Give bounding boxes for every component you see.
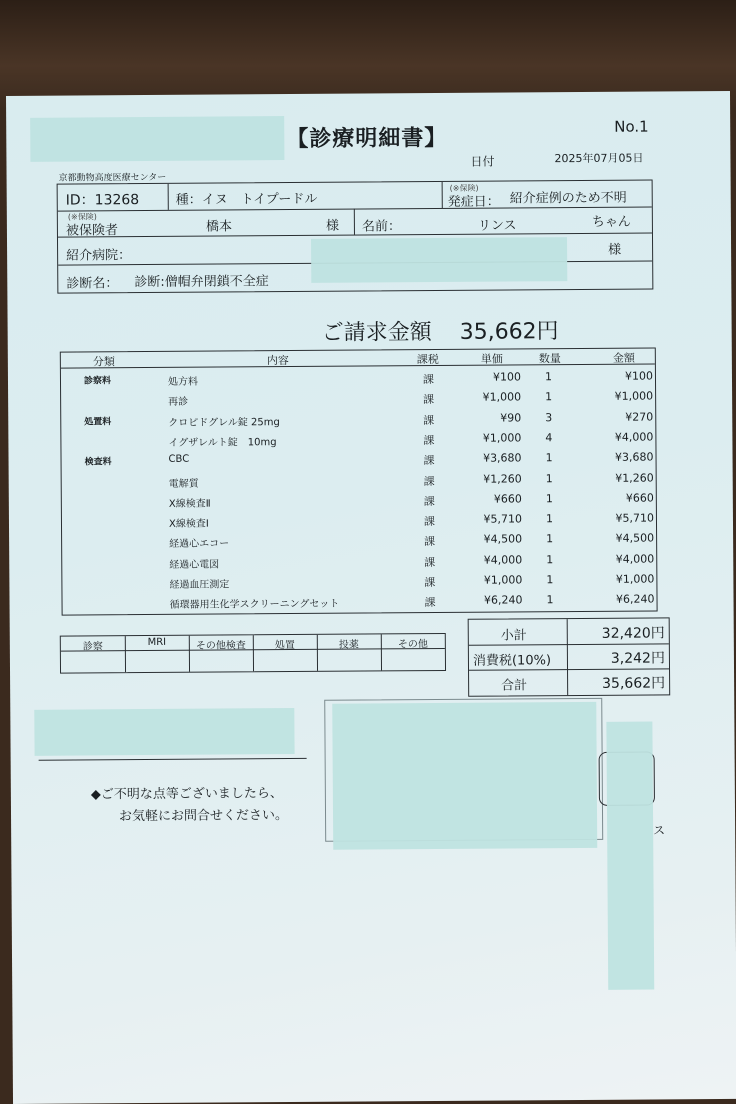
row-unit-price: ¥660 xyxy=(493,492,522,506)
row-item: 電解質 xyxy=(168,478,199,490)
row-tax: 課 xyxy=(422,373,435,387)
breakdown-exam: 診察 xyxy=(82,641,103,653)
row-category: 処置料 xyxy=(84,416,112,428)
stamp-fragment: ス xyxy=(653,823,666,838)
row-item: 循環器用生化学スクリーニングセット xyxy=(169,598,340,612)
insured-suffix: 様 xyxy=(325,218,339,234)
redacted-clinic-info xyxy=(332,702,597,850)
redacted-referral-hospital xyxy=(311,237,567,283)
row-quantity: 1 xyxy=(546,593,554,607)
table-header xyxy=(61,348,655,368)
row-quantity: 1 xyxy=(545,512,554,526)
row-unit-price: ¥3,680 xyxy=(482,451,522,465)
row-item: クロピドグレル錠 25mg xyxy=(168,416,280,429)
row-category: 検査料 xyxy=(84,457,112,468)
subtotal-value: 32,420円 xyxy=(601,625,665,642)
row-amount: ¥5,710 xyxy=(615,511,655,525)
charges-table xyxy=(60,347,658,615)
row-quantity: 3 xyxy=(545,410,553,424)
row-tax: 課 xyxy=(423,494,435,508)
row-tax: 課 xyxy=(424,535,436,549)
row-amount: ¥1,000 xyxy=(614,389,654,404)
row-quantity: 1 xyxy=(545,451,553,465)
row-amount: ¥6,240 xyxy=(615,592,655,607)
redacted-staff xyxy=(34,708,294,756)
row-item: イグザレルト錠 10mg xyxy=(168,437,277,449)
breakdown-mri: MRI xyxy=(147,636,167,649)
header-content: 内容 xyxy=(266,354,289,368)
referral-suffix: 様 xyxy=(608,242,622,258)
table-row xyxy=(62,593,656,617)
redacted-logo xyxy=(30,116,284,162)
row-amount: ¥100 xyxy=(624,369,654,383)
row-item: 処方料 xyxy=(167,376,199,388)
row-quantity: 1 xyxy=(545,390,553,404)
notice-line-2: お気軽にお問合せください。 xyxy=(118,808,289,825)
breakdown-medication: 投薬 xyxy=(338,639,359,651)
row-item: 経過血圧測定 xyxy=(169,579,230,591)
tax-label: 消費税(10%) xyxy=(472,653,552,669)
page-number: No.1 xyxy=(614,117,649,136)
row-quantity: 1 xyxy=(544,370,553,384)
clinic-name: 京都動物高度医療センター xyxy=(58,172,167,184)
row-tax: 課 xyxy=(423,515,436,529)
breakdown-table xyxy=(60,633,446,674)
row-item: CBC xyxy=(168,453,190,466)
row-category: 診察料 xyxy=(83,376,112,387)
row-tax: 課 xyxy=(423,413,435,427)
row-item: 経過心電図 xyxy=(169,559,220,571)
patient-species: 種：イヌ トイプードル xyxy=(175,191,318,208)
row-unit-price: ¥4,000 xyxy=(483,553,523,567)
referral-label: 紹介病院： xyxy=(66,248,132,264)
invoice-paper xyxy=(6,91,736,1104)
row-item: X線検査Ⅰ xyxy=(168,518,209,530)
row-quantity: 1 xyxy=(545,491,553,506)
row-amount: ¥4,000 xyxy=(615,552,655,566)
billing-label: ご請求金額 xyxy=(321,320,432,346)
tax-value: 3,242円 xyxy=(610,650,665,667)
row-quantity: 1 xyxy=(545,471,553,485)
row-unit-price: ¥4,500 xyxy=(483,532,523,547)
totals-box xyxy=(468,617,671,696)
row-tax: 課 xyxy=(424,596,436,610)
signature-line xyxy=(39,758,307,761)
row-item: 経過心エコー xyxy=(169,538,230,551)
row-tax: 課 xyxy=(423,474,435,488)
date-label: 日付 xyxy=(470,154,495,169)
billing-amount: 35,662円 xyxy=(459,319,559,345)
row-quantity: 4 xyxy=(545,431,553,445)
pet-name: リンス xyxy=(477,218,517,234)
notice-line-1: ◆ご不明な点等ございましたら、 xyxy=(90,786,283,803)
onset-value: 紹介症例のため不明 xyxy=(509,190,627,207)
onset-note: (※保険) xyxy=(449,183,479,193)
header-tax: 課税 xyxy=(416,352,439,367)
row-unit-price: ¥6,240 xyxy=(483,593,523,607)
row-amount: ¥4,500 xyxy=(615,531,655,546)
row-amount: ¥1,260 xyxy=(615,470,654,485)
header-unit-price: 単価 xyxy=(480,352,503,366)
row-tax: 課 xyxy=(424,576,436,590)
breakdown-other: その他 xyxy=(397,639,428,651)
row-unit-price: ¥1,260 xyxy=(483,471,522,486)
insured-note: (※保険) xyxy=(67,212,97,222)
row-amount: ¥660 xyxy=(625,491,654,505)
document-title: 【診療明細書】 xyxy=(286,125,448,153)
row-amount: ¥270 xyxy=(625,410,654,424)
diagnosis-value: 診断:僧帽弁閉鎖不全症 xyxy=(134,274,269,291)
row-amount: ¥3,680 xyxy=(614,450,654,464)
date-value: 2025年07月05日 xyxy=(554,151,644,166)
name-label: 名前： xyxy=(361,219,401,235)
breakdown-other-tests: その他検査 xyxy=(195,640,246,652)
header-quantity: 数量 xyxy=(538,352,561,366)
row-unit-price: ¥1,000 xyxy=(482,390,522,404)
header-category: 分類 xyxy=(92,355,115,369)
header-amount: 金額 xyxy=(612,351,635,365)
diagnosis-label: 診断名： xyxy=(66,276,119,292)
row-item: X線検査Ⅱ xyxy=(168,498,211,510)
row-item: 再診 xyxy=(168,397,189,409)
total-value: 35,662円 xyxy=(602,675,666,692)
row-tax: 課 xyxy=(423,454,435,468)
row-unit-price: ¥100 xyxy=(492,370,522,384)
row-quantity: 1 xyxy=(546,552,554,566)
insured-name: 橋本 xyxy=(205,219,232,235)
total-label: 合計 xyxy=(501,678,528,694)
subtotal-label: 小計 xyxy=(500,628,527,644)
row-quantity: 1 xyxy=(546,532,554,546)
row-tax: 課 xyxy=(424,555,436,569)
patient-id: ID：13268 xyxy=(65,192,140,209)
row-unit-price: ¥90 xyxy=(500,411,522,425)
onset-label: 発症日： xyxy=(447,194,500,210)
row-unit-price: ¥1,000 xyxy=(482,431,522,445)
row-tax: 課 xyxy=(423,433,435,447)
breakdown-treatment: 処置 xyxy=(274,639,295,652)
redacted-stamp xyxy=(606,722,654,990)
row-amount: ¥4,000 xyxy=(614,430,654,444)
row-amount: ¥1,000 xyxy=(615,572,655,586)
row-quantity: 1 xyxy=(546,573,554,587)
pet-name-suffix: ちゃん xyxy=(591,214,631,230)
row-unit-price: ¥5,710 xyxy=(483,512,523,526)
insured-label: 被保険者 xyxy=(65,223,119,239)
row-unit-price: ¥1,000 xyxy=(483,573,523,587)
row-tax: 課 xyxy=(423,393,435,407)
